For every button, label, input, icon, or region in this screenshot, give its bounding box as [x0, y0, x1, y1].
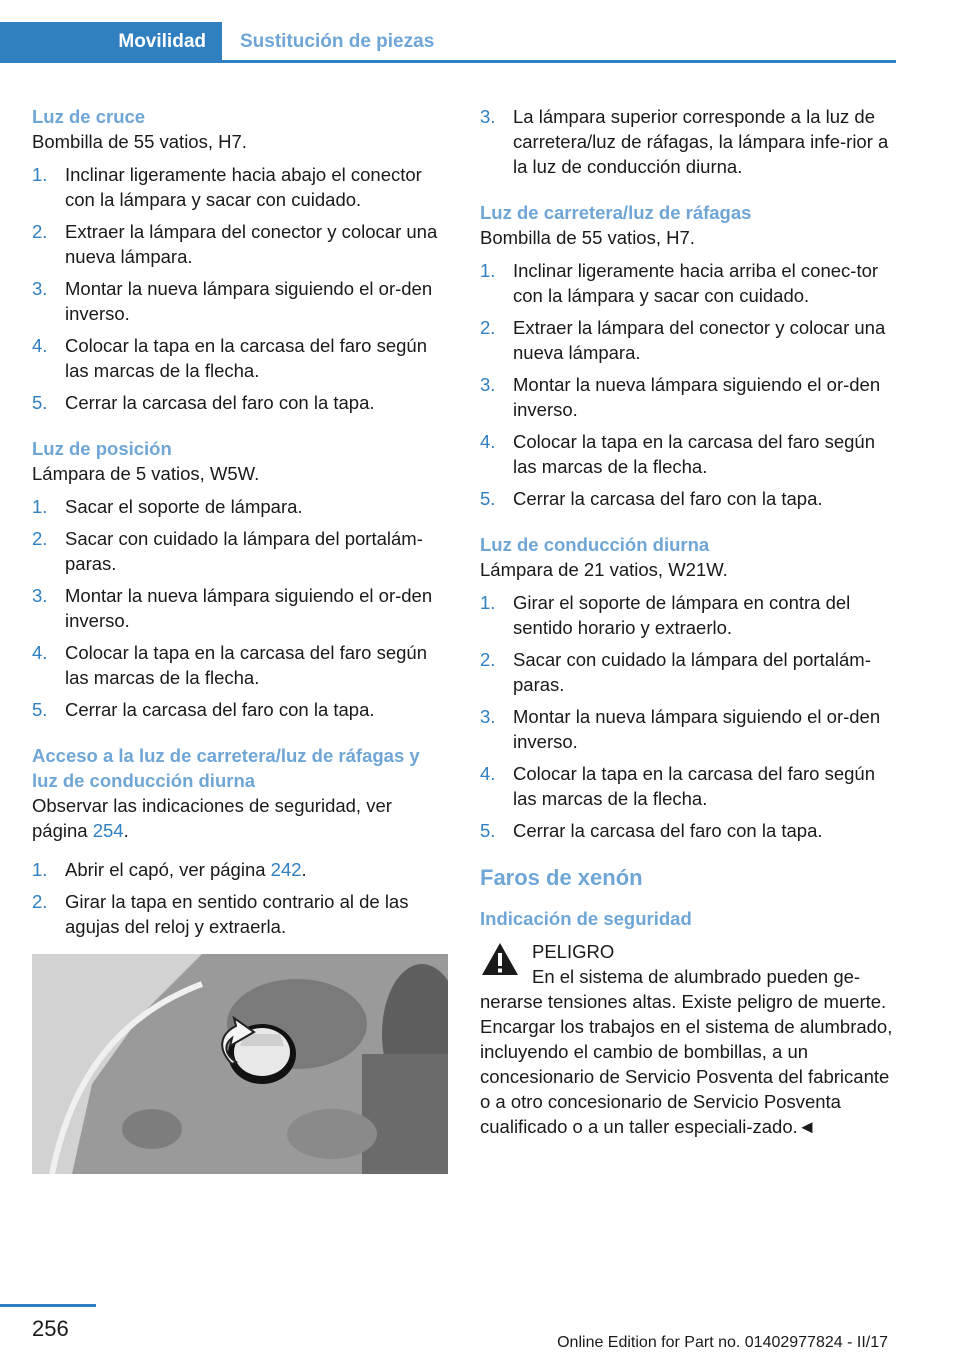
step-text: Extraer la lámpara del conector y colocar una nueva lámpara.: [65, 221, 438, 267]
step-number: 3.: [480, 374, 496, 395]
step-number: 5.: [32, 392, 48, 413]
list-item: [480, 647, 898, 697]
step-text: Sacar con cuidado la lámpara del portalám‐paras.: [65, 528, 423, 574]
step-number: 1.: [32, 859, 48, 880]
step-number: 3.: [480, 106, 496, 127]
step-number: 4.: [32, 335, 48, 356]
step-text: Inclinar ligeramente hacia arriba el conec‐tor con la lámpara y sacar con cuidado.: [513, 260, 879, 306]
steps-luz-de-cruce: [32, 162, 450, 415]
bulb-luz-de-carretera: Bombilla de 55 vatios, H7.: [480, 227, 695, 248]
step-text: Sacar el soporte de lámpara.: [65, 496, 303, 517]
steps-luz-de-carretera: [480, 258, 898, 511]
list-item: [480, 590, 898, 640]
page-link-254[interactable]: 254: [92, 820, 124, 841]
left-column: [32, 104, 450, 1174]
list-item: [480, 429, 898, 479]
list-item: [480, 315, 898, 365]
step-text: Sacar con cuidado la lámpara del portalám‐paras.: [513, 649, 871, 695]
list-item: [480, 258, 898, 308]
headlight-photo: [32, 954, 448, 1174]
list-item: [32, 276, 450, 326]
step-number: 2.: [32, 221, 48, 242]
step-text: Girar la tapa en sentido contrario al de las agujas del reloj y extraerla.: [65, 891, 409, 937]
list-item: [32, 640, 450, 690]
list-item: [32, 219, 450, 269]
list-item: [32, 526, 450, 576]
list-item: [32, 889, 450, 939]
bulb-luz-de-posicion: Lámpara de 5 vatios, W5W.: [32, 463, 260, 484]
step-text-prefix: Abrir el capó, ver página: [65, 859, 271, 880]
subsection-tab[interactable]: [240, 22, 434, 62]
step-number: 3.: [480, 706, 496, 727]
step-number: 3.: [32, 278, 48, 299]
step-text: Extraer la lámpara del conector y colocar una nueva lámpara.: [513, 317, 886, 363]
list-item: [32, 697, 450, 722]
step-text: Colocar la tapa en la carcasa del faro según las marcas de la flecha.: [65, 335, 427, 381]
page-header: [0, 0, 960, 64]
step-number: 5.: [480, 488, 496, 509]
footer-rule: [0, 1304, 96, 1307]
step-number: 4.: [480, 763, 496, 784]
bulb-luz-diurna: Lámpara de 21 vatios, W21W.: [480, 559, 728, 580]
step-number: 5.: [480, 820, 496, 841]
right-column: [480, 104, 898, 1139]
step-number: 1.: [480, 260, 496, 281]
list-item: [480, 486, 898, 511]
heading-luz-de-cruce: Luz de cruce: [32, 106, 146, 127]
warning-text: [480, 964, 898, 1139]
step-text-suffix: .: [301, 859, 307, 880]
danger-notice: [480, 939, 898, 1139]
list-item: [32, 333, 450, 383]
step-text: Montar la nueva lámpara siguiendo el or‐den inverso.: [513, 706, 881, 752]
list-item: [480, 372, 898, 422]
step-text: Montar la nueva lámpara siguiendo el or‐den inverso.: [513, 374, 881, 420]
steps-acceso-continued: [480, 104, 898, 179]
step-number: 4.: [32, 642, 48, 663]
step-text: [65, 857, 450, 882]
acceso-intro-suffix: .: [123, 820, 129, 841]
step-text: Montar la nueva lámpara siguiendo el or‐den inverso.: [65, 585, 433, 631]
step-text: Girar el soporte de lámpara en contra del sentido horario y extraerlo.: [513, 592, 851, 638]
step-text: Colocar la tapa en la carcasa del faro según las marcas de la flecha.: [513, 431, 875, 477]
step-text: Cerrar la carcasa del faro con la tapa.: [513, 820, 823, 841]
heading-acceso: Acceso a la luz de carretera/luz de ráfagas y luz de conducción diurna: [32, 745, 420, 791]
list-item: [480, 704, 898, 754]
section-tab-label: Movilidad: [118, 31, 206, 52]
step-number: 1.: [480, 592, 496, 613]
section-tab[interactable]: [0, 22, 222, 62]
steps-acceso: [32, 857, 450, 939]
list-item: [480, 761, 898, 811]
step-text: Colocar la tapa en la carcasa del faro según las marcas de la flecha.: [65, 642, 427, 688]
warning-triangle-icon: [480, 941, 520, 977]
step-number: 2.: [480, 317, 496, 338]
step-text: Cerrar la carcasa del faro con la tapa.: [65, 392, 375, 413]
edition-note: Online Edition for Part no. 01402977824 - II/17: [557, 1334, 888, 1351]
step-number: 5.: [32, 699, 48, 720]
list-item: [32, 583, 450, 633]
step-number: 3.: [32, 585, 48, 606]
step-number: 2.: [480, 649, 496, 670]
list-item: [32, 162, 450, 212]
step-text: Cerrar la carcasa del faro con la tapa.: [65, 699, 375, 720]
acceso-intro: [32, 793, 450, 843]
step-number: 2.: [32, 891, 48, 912]
list-item: [32, 857, 450, 882]
page-number: 256: [32, 1316, 69, 1341]
subsection-tab-label: Sustitución de piezas: [240, 31, 435, 52]
acceso-intro-text: Observar las indicaciones de seguridad, ver página: [32, 795, 392, 841]
list-item: [32, 390, 450, 415]
heading-indicacion-de-seguridad: Indicación de seguridad: [480, 908, 692, 929]
heading-faros-de-xenon: Faros de xenón: [480, 865, 643, 890]
headlight-photo-illustration: [32, 954, 448, 1174]
list-item: [32, 494, 450, 519]
heading-luz-diurna: Luz de conducción diurna: [480, 534, 710, 555]
page-link-242[interactable]: 242: [270, 859, 302, 880]
step-number: 4.: [480, 431, 496, 452]
bulb-luz-de-cruce: Bombilla de 55 vatios, H7.: [32, 131, 247, 152]
step-number: 1.: [32, 164, 48, 185]
step-text: Colocar la tapa en la carcasa del faro según las marcas de la flecha.: [513, 763, 875, 809]
step-text: Montar la nueva lámpara siguiendo el or‐den inverso.: [65, 278, 433, 324]
steps-luz-de-posicion: [32, 494, 450, 722]
step-number: 1.: [32, 496, 48, 517]
heading-luz-de-posicion: Luz de posición: [32, 438, 172, 459]
list-item: [480, 104, 898, 179]
steps-luz-diurna: [480, 590, 898, 843]
step-number: 2.: [32, 528, 48, 549]
header-rule: [0, 60, 896, 63]
step-text: La lámpara superior corresponde a la luz de carretera/luz de ráfagas, la lámpara infe‐rior a la luz de conducción diurna.: [513, 106, 889, 177]
warning-text-body: En el sistema de alumbrado pueden ge‐nerarse tensiones altas. Existe peligro de muerte. Encargar los trabajos en el sistema de alumbrado, incluyendo el cambio de bombillas, a un concesionario de Servicio Posventa del fabricante o a otro concesionario de Servicio Posventa cualificado o a un taller especiali‐zado.◄: [480, 966, 893, 1137]
step-text: Cerrar la carcasa del faro con la tapa.: [513, 488, 823, 509]
step-text: Inclinar ligeramente hacia abajo el conector con la lámpara y sacar con cuidado.: [65, 164, 422, 210]
list-item: [480, 818, 898, 843]
heading-luz-de-carretera: Luz de carretera/luz de ráfagas: [480, 202, 752, 223]
warning-title: PELIGRO: [532, 941, 615, 962]
